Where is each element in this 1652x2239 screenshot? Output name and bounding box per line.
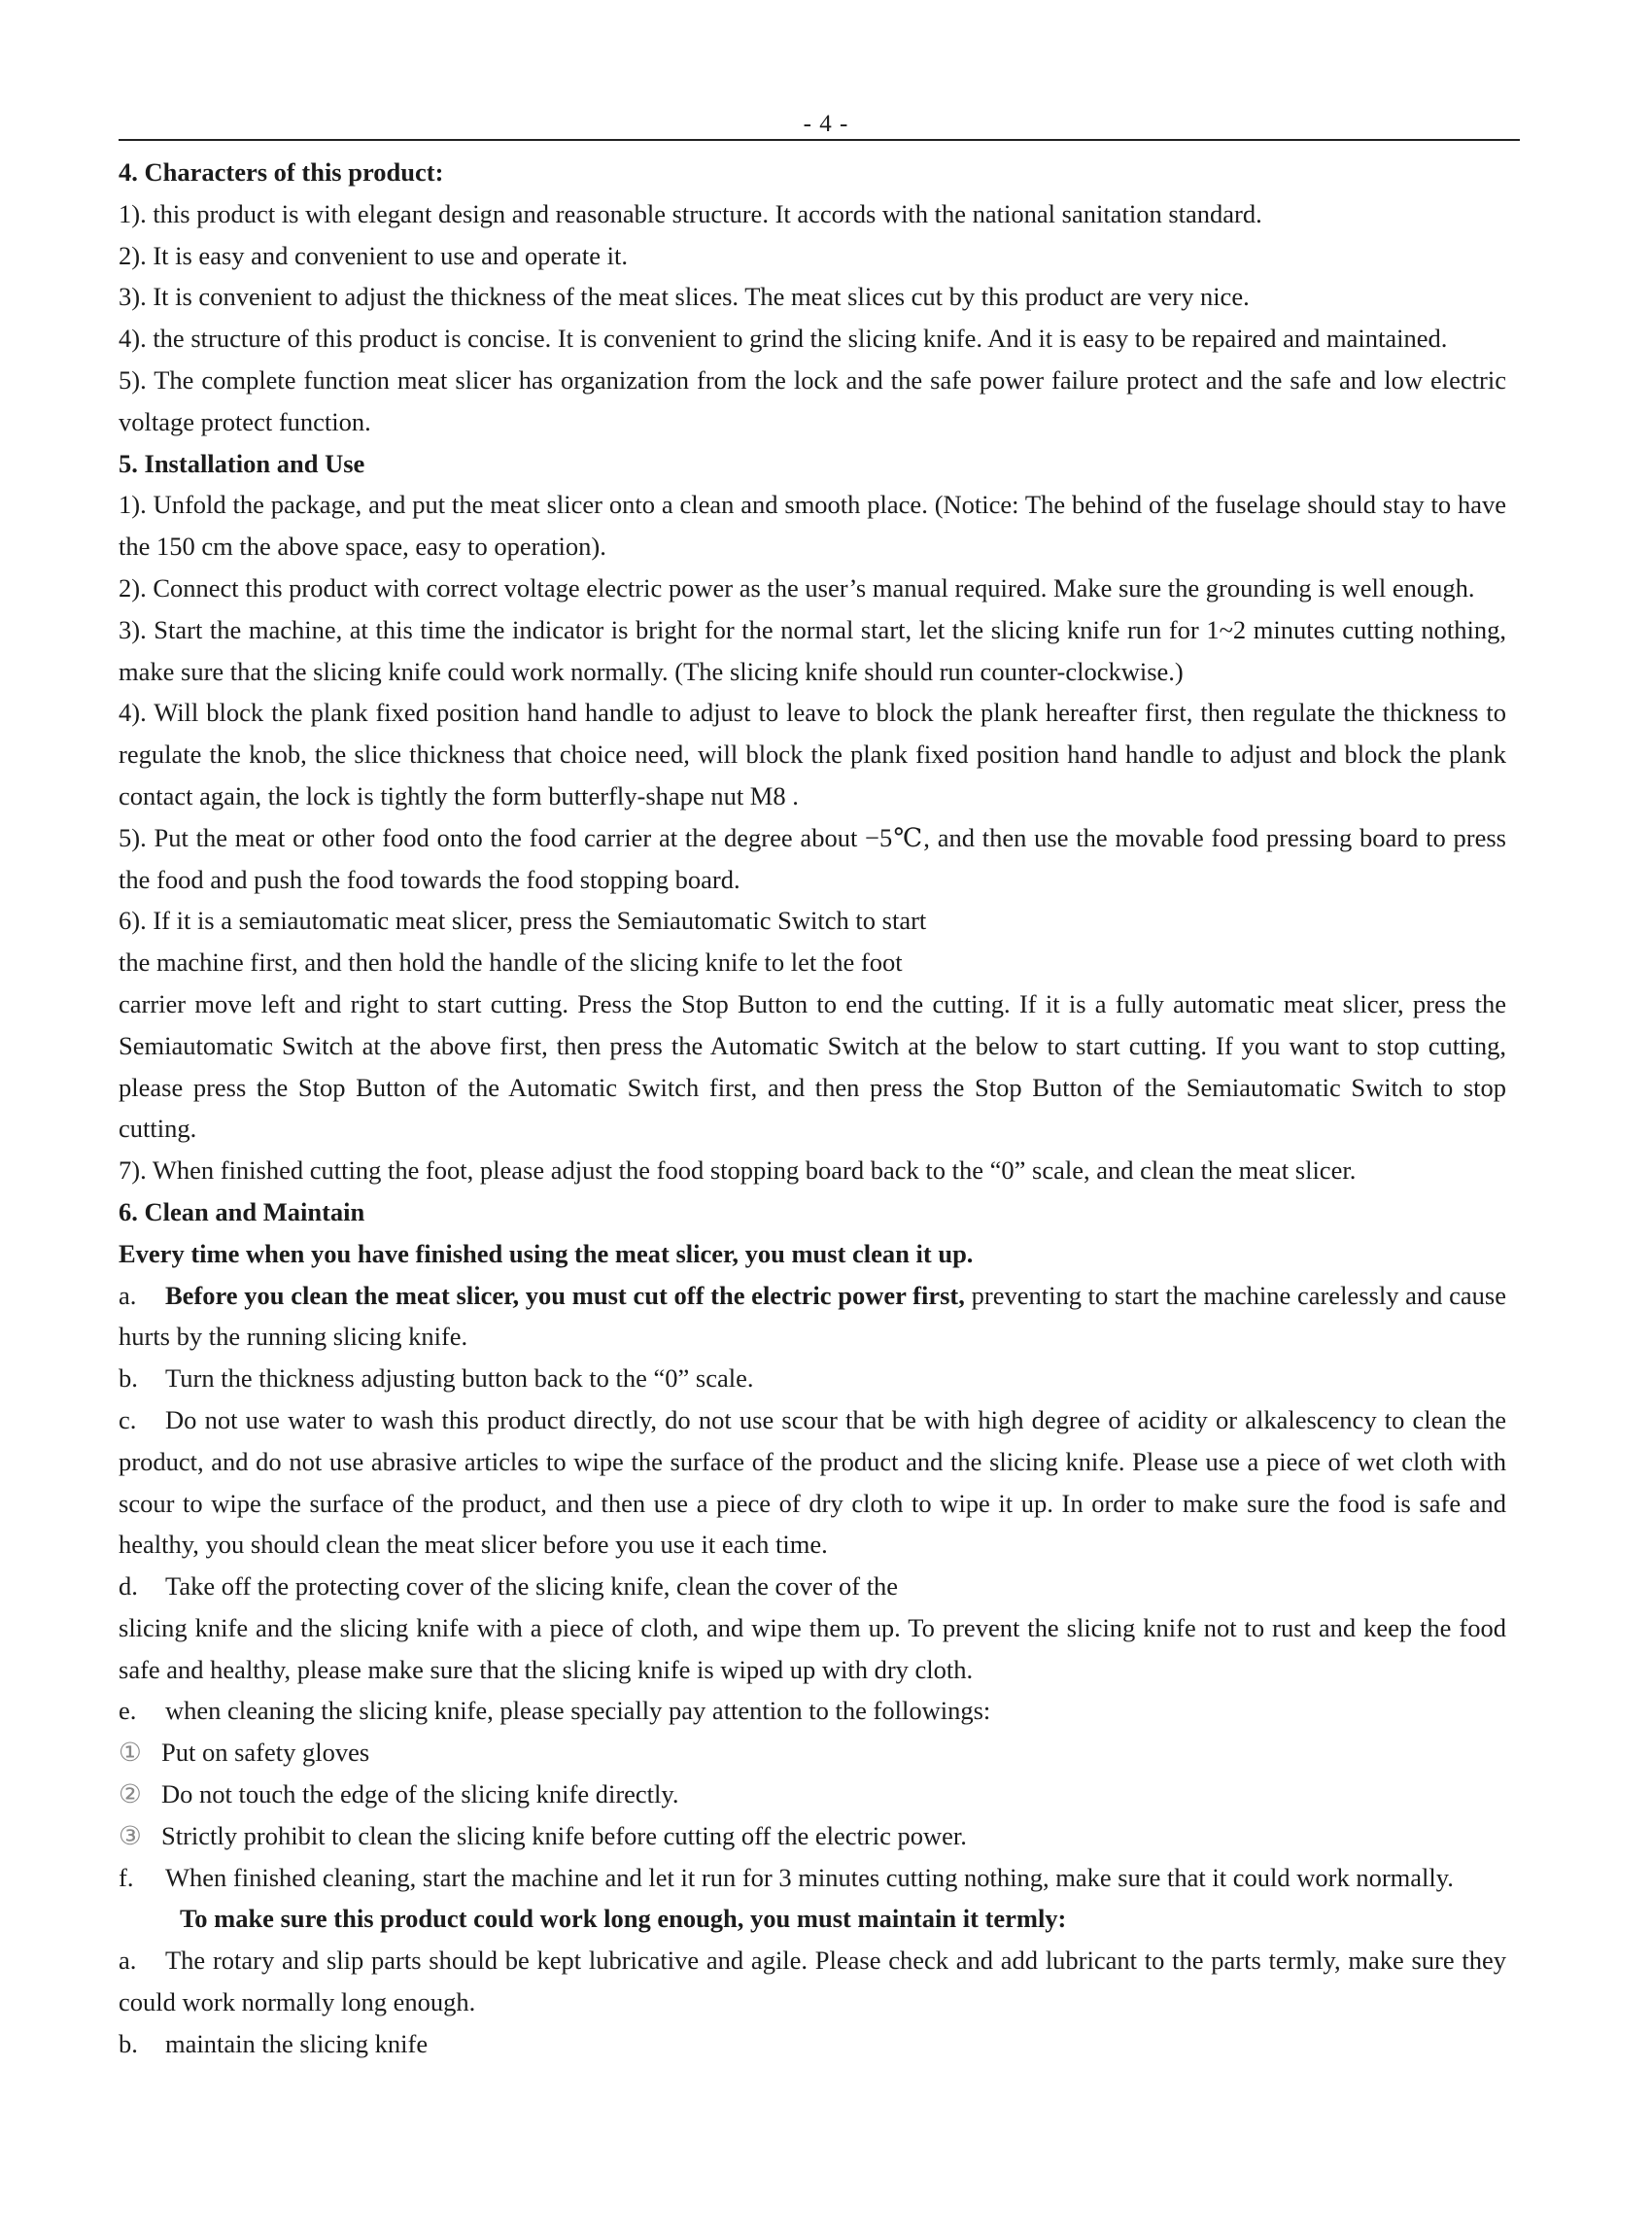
attention-marker-2: ② (119, 1779, 142, 1809)
attention-marker-1: ① (119, 1738, 142, 1768)
clean-item-b (119, 1358, 1506, 1399)
section-5-item-3: 3). Start the machine, at this time the indicator is bright for the normal start, let the slicing knife run for 1~2 minutes cutting nothing, make sure that the slicing knife could work normally. (The slicing knife should run counter-clockwise.) (119, 614, 1506, 686)
clean-item-f-label: f. (119, 1862, 134, 1892)
clean-item-e (119, 1690, 1506, 1732)
clean-item-c-text: Do not use water to wash this product directly, do not use scour that be with high degree of acidity or alkalescency to clean the product, and do not use abrasive articles to wipe the surface of the product and the slicing knife. Please use a piece of wet cloth with scour to wipe the surface of the product, and then use a piece of dry cloth to wipe it up. In order to make sure the food is safe and healthy, you should clean the meat slicer before you use it each time. (119, 1404, 1506, 1560)
clean-item-a-text: preventing to start the machine carelessly and cause hurts by the running slicing knife. (119, 1280, 1507, 1352)
page-number: - 4 - (803, 111, 849, 137)
attention-text-3: Strictly prohibit to clean the slicing knife before cutting off the electric power. (161, 1820, 967, 1850)
maintain-item-a-text: The rotary and slip parts should be kept lubricative and agile. Please check and add lubricant to the parts termly, make sure they could work normally long enough. (119, 1946, 1506, 2017)
attention-text-2: Do not touch the edge of the slicing knife directly. (161, 1779, 679, 1809)
attention-marker-3: ③ (119, 1820, 142, 1850)
document-body (119, 152, 1506, 2065)
section-4-item-1: 1). this product is with elegant design and reasonable structure. It accords with the national sanitation standard. (119, 198, 1262, 228)
section-5-item-4: 4). Will block the plank fixed position hand handle to adjust to leave to block the plank hereafter first, then regulate the thickness to regulate the knob, the slice thickness that choice need, will block the plank fixed position hand handle to adjust and block the plank contact again, the lock is tightly the form butterfly-shape nut M8 . (119, 698, 1506, 810)
maintain-item-b-label: b. (119, 2028, 138, 2058)
clean-item-a (119, 1275, 1506, 1359)
section-5-item-5: 5). Put the meat or other food onto the food carrier at the degree about −5℃, and then use the movable food pressing board to press the food and push the food towards the food stopping board. (119, 822, 1506, 894)
section-5-item-2: 2). Connect this product with correct voltage electric power as the user’s manual required. Make sure the grounding is well enough. (119, 572, 1475, 603)
clean-item-d-rest: slicing knife and the slicing knife with a piece of cloth, and wipe them up. To prevent the slicing knife not to rust and keep the food safe and healthy, please make sure that the slicing knife is wiped up with dry cloth. (119, 1612, 1506, 1684)
section-4-heading: 4. Characters of this product: (119, 157, 444, 187)
maintain-item-a-label: a. (119, 1946, 137, 1976)
clean-item-c (119, 1399, 1506, 1566)
maintain-item-b-text: maintain the slicing knife (165, 2028, 429, 2058)
clean-item-a-bold: Before you clean the meat slicer, you must cut off the electric power first, (165, 1280, 965, 1310)
attention-item-3 (119, 1815, 1506, 1857)
section-4-item-3: 3). It is convenient to adjust the thickness of the meat slices. The meat slices cut by this product are very nice. (119, 282, 1250, 312)
header-rule (119, 139, 1520, 141)
section-4-item-2: 2). It is easy and convenient to use and operate it. (119, 240, 628, 270)
section-4-item-4: 4). the structure of this product is concise. It is convenient to grind the slicing knife. And it is easy to be repaired and maintained. (119, 324, 1448, 354)
clean-item-c-label: c. (119, 1404, 137, 1434)
clean-item-d-line1: Take off the protecting cover of the slicing knife, clean the cover of the (165, 1571, 899, 1602)
section-5-item-7: 7). When finished cutting the foot, please adjust the food stopping board back to the “0” scale, and clean the meat slicer. (119, 1155, 1357, 1186)
section-5-item-6-line-2: the machine first, and then hold the handle of the slicing knife to let the foot (119, 947, 903, 978)
clean-item-b-label: b. (119, 1363, 138, 1394)
section-5-item-6-line-1: 6). If it is a semiautomatic meat slicer, press the Semiautomatic Switch to start (119, 906, 927, 936)
clean-item-b-text: Turn the thickness adjusting button back to the “0” scale. (165, 1363, 754, 1394)
section-5-item-6-rest: carrier move left and right to start cutting. Press the Stop Button to end the cutting. If it is a fully automatic meat slicer, press the Semiautomatic Switch at the above first, then press the Automatic Switch at the below to start cutting. If you want to stop cutting, please press the Stop Button of the Automatic Switch first, and then press the Stop Button of the Semiautomatic Switch to stop cutting. (119, 988, 1506, 1144)
clean-item-d-line-1 (119, 1566, 1506, 1607)
clean-item-f-text: When finished cleaning, start the machine and let it run for 3 minutes cutting nothing, make sure that it could work normally. (165, 1862, 1454, 1892)
section-4-item-5: 5). The complete function meat slicer has organization from the lock and the safe power failure protect and the safe and low electric voltage protect function. (119, 364, 1506, 436)
section-6-heading: 6. Clean and Maintain (119, 1196, 365, 1226)
maintain-item-b (119, 2023, 1506, 2065)
section-5-item-1: 1). Unfold the package, and put the meat slicer onto a clean and smooth place. (Notice: The behind of the fuselage should stay to have the 150 cm the above space, easy to operation). (119, 490, 1506, 562)
clean-item-e-label: e. (119, 1696, 137, 1726)
clean-item-d-label: d. (119, 1571, 138, 1602)
clean-item-e-text: when cleaning the slicing knife, please specially pay attention to the followings: (165, 1696, 991, 1726)
attention-item-1 (119, 1732, 1506, 1774)
section-5-heading: 5. Installation and Use (119, 448, 365, 478)
clean-item-f (119, 1857, 1506, 1899)
attention-item-2 (119, 1774, 1506, 1815)
clean-item-a-label: a. (119, 1280, 137, 1310)
section-6-intro: Every time when you have finished using the meat slicer, you must clean it up. (119, 1238, 974, 1268)
maintain-item-a (119, 1940, 1506, 2023)
attention-text-1: Put on safety gloves (161, 1738, 370, 1768)
maintain-heading: To make sure this product could work long enough, you must maintain it termly: (180, 1904, 1067, 1934)
